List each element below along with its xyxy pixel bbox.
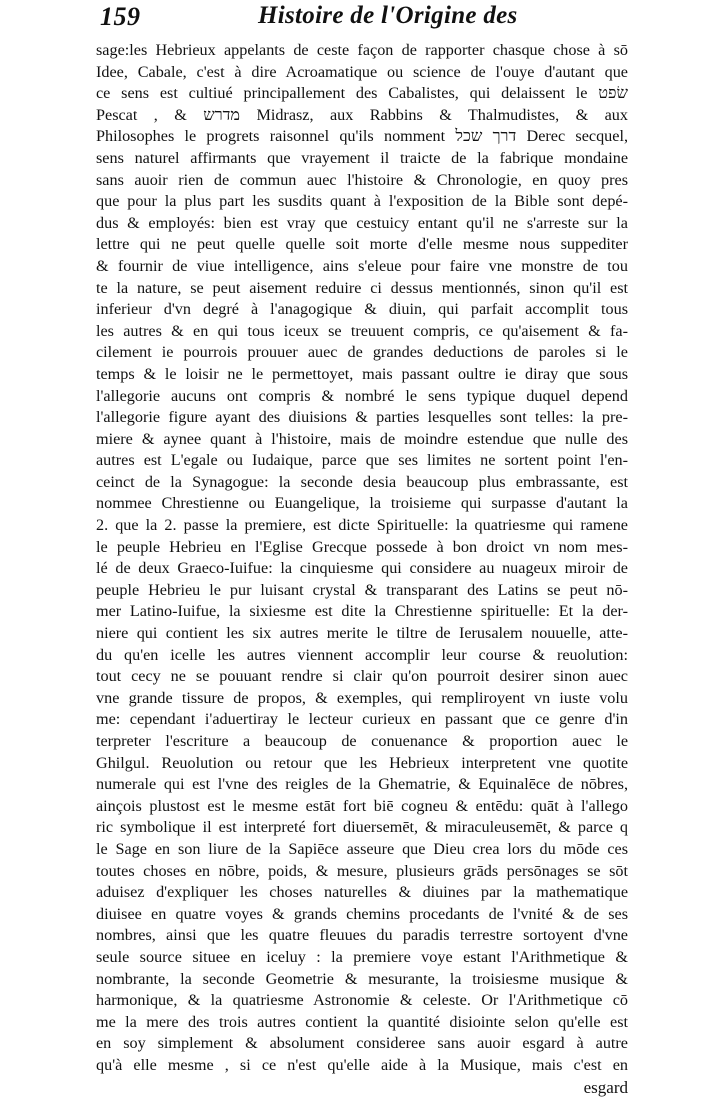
text-line: en soy simplement & absolument consideree sans auoir esgard à autre (96, 1033, 628, 1055)
text-line: vne grande tissure de propos, & exemples, qui rempliroyent vn iuste volu (96, 688, 628, 710)
text-line: cilement ie pourrois prouuer auec de grandes deductions de paroles si le (96, 342, 628, 364)
text-line: le peuple Hebrieu en l'Eglise Grecque possede à bon droict vn nom mes- (96, 537, 628, 559)
text-line: me la mere des trois autres contient la quantité disiointe selon qu'elle est (96, 1012, 628, 1034)
text-line: Philosophes le progrets raisonnel qu'ils nomment דרך שכל Derec secquel, (96, 126, 628, 148)
text-line: l'allegorie aucuns ont compris & nombré le sens typique duquel depend (96, 386, 628, 408)
text-line: niere qui contient les six autres merite le tiltre de Ierusalem nouuelle, atte- (96, 623, 628, 645)
text-line: nombres, ainsi que les quatre fleuues du paradis terrestre sortoyent d'vne (96, 925, 628, 947)
text-line: aduisez d'expliquer les choses naturelles & diuines par la mathematique (96, 882, 628, 904)
text-line: te la nature, se peut aisement reduire ci dessus mentionnés, sinon qu'il est (96, 278, 628, 300)
text-line: les autres & en qui tous iceux se treuuent compris, ce qu'aisement & fa- (96, 321, 628, 343)
text-line: ceinct de la Synagogue: la seconde desia beaucoup plus embrassante, est (96, 472, 628, 494)
text-line: 2. que la 2. passe la premiere, est dicte Spirituelle: la quatriesme qui ramene (96, 515, 628, 537)
page-number: 159 (100, 2, 141, 32)
text-line: du qu'en icelle les autres viennent accomplir leur course & reuolution: (96, 645, 628, 667)
text-line: seule source situee en iceluy : la premiere voye estant l'Arithmetique & (96, 947, 628, 969)
text-line: lettre qui ne peut quelle quelle soit morte d'elle mesme nous suppediter (96, 234, 628, 256)
text-line: ce sens est cultiué principallement des Cabalistes, qui delaissent le שׂפט (96, 83, 628, 105)
page-header (100, 2, 660, 38)
text-line: toutes choses en nōbre, poids, & mesure, plusieurs grāds persōnages se sōt (96, 861, 628, 883)
text-line: Idee, Cabale, c'est à dire Acroamatique ou science de l'ouye d'autant que (96, 62, 628, 84)
text-line: miere & aynee quant à l'histoire, mais de moindre estendue que nulle des (96, 429, 628, 451)
text-line: lé de deux Graeco-Iuifue: la cinquiesme qui considere au nuageux miroir de (96, 558, 628, 580)
text-line: terpreter l'escriture a beaucoup de conuenance & proportion auec le (96, 731, 628, 753)
text-line: ainçois plustost est le mesme estāt fort biē cogneu & entēdu: quāt à l'allego (96, 796, 628, 818)
text-line: sens naturel affirmants que vrayement il traicte de la fabrique mondaine (96, 148, 628, 170)
text-line: l'allegorie figure ayant des diuisions & parties lesquelles sont telles: la pre- (96, 407, 628, 429)
text-line: inferieur d'vn degré à l'anagogique & diuin, qui parfait accomplit tous (96, 299, 628, 321)
text-line: me: cependant i'aduertiray le lecteur curieux en passant que ce genre d'in (96, 709, 628, 731)
text-line: numerale qui est l'vne des reigles de la Ghematrie, & Equinalēce de nōbres, (96, 774, 628, 796)
running-title: Histoire de l'Origine des (258, 2, 518, 30)
text-line: Pescat , & מדרש Midrasz, aux Rabbins & Thalmudistes, & aux (96, 105, 628, 127)
text-line: que pour la plus part les susdits quant à l'exposition de la Bible sont depé- (96, 191, 628, 213)
text-line: diuisee en quatre voyes & grands chemins procedants de l'vnité & de ses (96, 904, 628, 926)
text-line: qu'à elle mesme , si ce n'est qu'elle aide à la Musique, mais c'est en (96, 1055, 628, 1077)
text-line: le Sage en son liure de la Sapiēce asseure que Dieu crea lors du mōde ces (96, 839, 628, 861)
text-line: Ghilgul. Reuolution ou retour que les Hebrieux interpretent vne quotite (96, 753, 628, 775)
body-text (96, 40, 628, 1098)
text-line: sans auoir rien de commun auec l'histoire & Chronologie, en quoy pres (96, 170, 628, 192)
text-line: temps & le loisir ne le permettoyet, mais passant oultre ie diray que sous (96, 364, 628, 386)
text-line: ric symbolique il est interpreté fort diuersemēt, & miraculeusemēt, & parce q (96, 817, 628, 839)
text-line: nombrante, la seconde Geometrie & mesurante, la troisiesme musique & (96, 969, 628, 991)
text-line: autres est L'egale ou Iudaique, parce que ses limites ne sortent point l'en- (96, 450, 628, 472)
text-line: sage:les Hebrieux appelants de ceste façon de rapporter chasque chose à sō (96, 40, 628, 62)
text-line: tout cecy ne se pouuant rendre si clair qu'on pourroit desirer sinon auec (96, 666, 628, 688)
text-line: peuple Hebrieu le pur luisant crystal & transparant des Latins se peut nō- (96, 580, 628, 602)
text-line: nommee Chrestienne ou Euangelique, la troisieme qui surpasse d'autant la (96, 493, 628, 515)
catchword: esgard (96, 1077, 628, 1098)
text-line: dus & employés: bien est vray que cestuicy entant qu'il ne s'arreste sur la (96, 213, 628, 235)
text-line: & fournir de viue intelligence, ains s'eleue pour faire vne monstre de tou (96, 256, 628, 278)
text-line: harmonique, & la quatriesme Astronomie & celeste. Or l'Arithmetique cō (96, 990, 628, 1012)
text-line: mer Latino-Iuifue, la sixiesme est dite la Chrestienne spirituelle: Et la der- (96, 601, 628, 623)
